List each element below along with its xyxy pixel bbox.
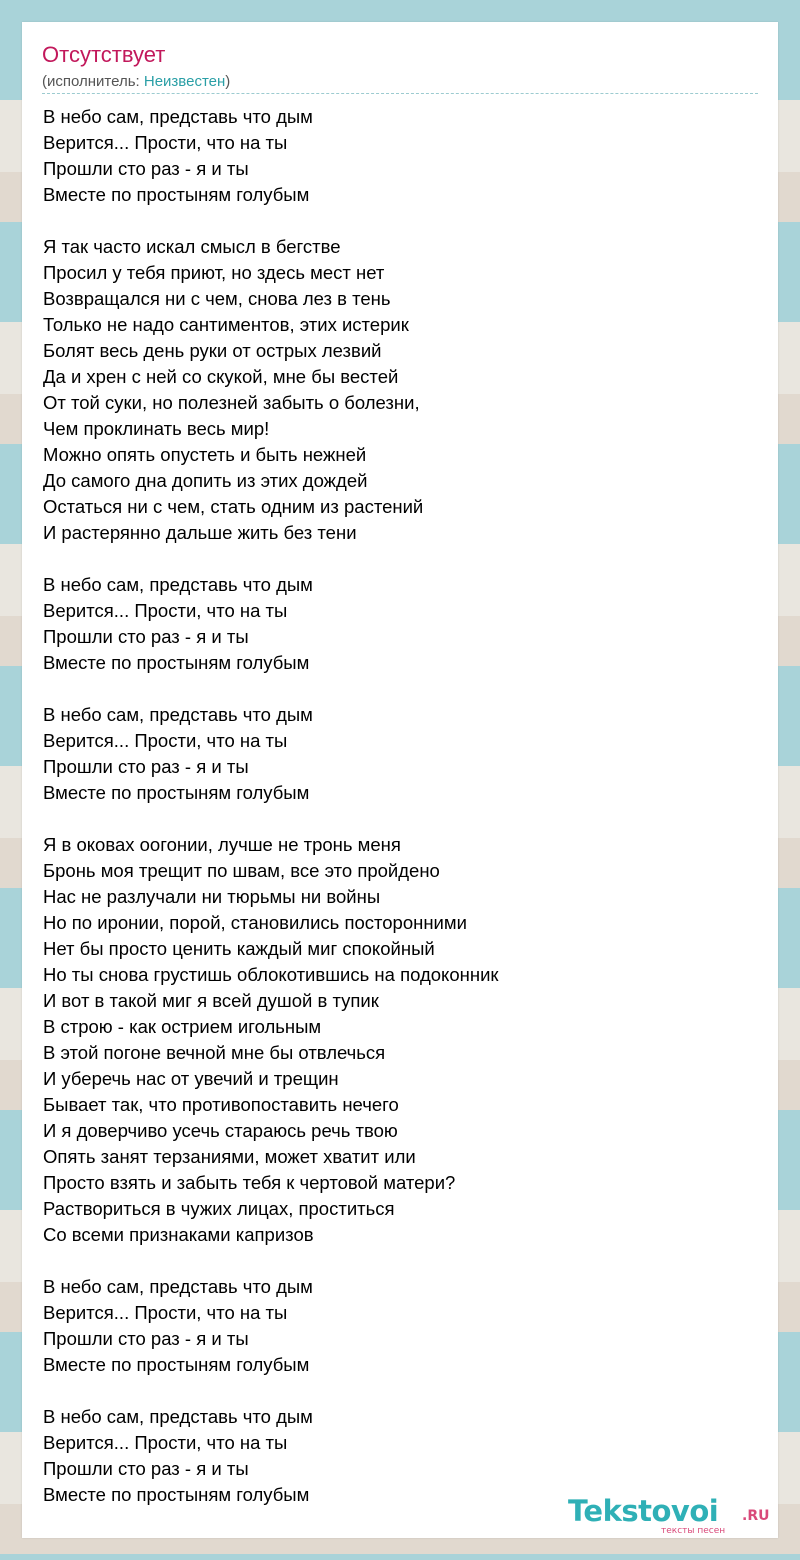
- logo-wordmark: Tekstovoi: [568, 1494, 719, 1528]
- lyrics-line: Вместе по простыням голубым: [43, 782, 310, 803]
- lyrics-line: В небо сам, представь что дым: [43, 106, 313, 127]
- lyrics-line: Но по иронии, порой, становились посторонними: [43, 912, 467, 933]
- lyrics-line: Раствориться в чужих лицах, проститься: [43, 1198, 395, 1219]
- lyrics-stanza: [43, 234, 499, 546]
- lyrics-text: [43, 104, 499, 1508]
- lyrics-line: И уберечь нас от увечий и трещин: [43, 1068, 339, 1089]
- lyrics-line: В небо сам, представь что дым: [43, 1406, 313, 1427]
- lyrics-line: В строю - как острием игольным: [43, 1016, 322, 1037]
- lyrics-line: Прошли сто раз - я и ты: [43, 1328, 249, 1349]
- lyrics-line: И растерянно дальше жить без тени: [43, 522, 357, 543]
- lyrics-line: Чем проклинать весь мир!: [43, 418, 270, 439]
- lyrics-line: Верится... Прости, что на ты: [43, 600, 288, 621]
- artist-line: [42, 72, 758, 94]
- song-title: Отсутствует: [42, 42, 166, 67]
- lyrics-line: Вместе по простыням голубым: [43, 1354, 310, 1375]
- lyrics-line: Я так часто искал смысл в бегстве: [43, 236, 341, 257]
- lyrics-line: Прошли сто раз - я и ты: [43, 626, 249, 647]
- artist-link[interactable]: Неизвестен: [143, 73, 226, 90]
- lyrics-line: Прошли сто раз - я и ты: [43, 756, 249, 777]
- lyrics-line: Вместе по простыням голубым: [43, 1484, 310, 1505]
- lyrics-line: Прошли сто раз - я и ты: [43, 158, 249, 179]
- lyrics-card: [22, 22, 778, 1538]
- lyrics-line: Бывает так, что противопоставить нечего: [43, 1094, 399, 1115]
- lyrics-line: Просто взять и забыть тебя к чертовой матери?: [43, 1172, 456, 1193]
- lyrics-line: Я в оковах оогонии, лучше не тронь меня: [43, 834, 401, 855]
- lyrics-line: Опять занят терзаниями, может хватит или: [43, 1146, 416, 1167]
- lyrics-line: И вот в такой миг я всей душой в тупик: [43, 990, 379, 1011]
- lyrics-line: Болят весь день руки от острых лезвий: [43, 340, 382, 361]
- lyrics-stanza: [43, 1274, 499, 1378]
- lyrics-line: Вместе по простыням голубым: [43, 184, 310, 205]
- site-logo[interactable]: [568, 1494, 778, 1538]
- lyrics-line: Можно опять опустеть и быть нежней: [43, 444, 367, 465]
- lyrics-line: Да и хрен с ней со скукой, мне бы вестей: [43, 366, 399, 387]
- lyrics-line: Просил у тебя приют, но здесь мест нет: [43, 262, 385, 283]
- lyrics-line: Только не надо сантиментов, этих истерик: [43, 314, 409, 335]
- lyrics-line: Вместе по простыням голубым: [43, 652, 310, 673]
- logo-domain: .RU: [742, 1508, 770, 1524]
- lyrics-stanza: [43, 104, 499, 208]
- lyrics-line: Нас не разлучали ни тюрьмы ни войны: [43, 886, 381, 907]
- lyrics-line: Прошли сто раз - я и ты: [43, 1458, 249, 1479]
- lyrics-stanza: [43, 1404, 499, 1508]
- lyrics-stanza: [43, 832, 499, 1248]
- lyrics-line: Верится... Прости, что на ты: [43, 1302, 288, 1323]
- lyrics-line: Со всеми признаками капризов: [43, 1224, 314, 1245]
- lyrics-line: И я доверчиво усечь стараюсь речь твою: [43, 1120, 398, 1141]
- lyrics-line: Нет бы просто ценить каждый миг спокойный: [43, 938, 435, 959]
- lyrics-line: В этой погоне вечной мне бы отвлечься: [43, 1042, 386, 1063]
- lyrics-line: Но ты снова грустишь облокотившись на подоконник: [43, 964, 499, 985]
- lyrics-line: Возвращался ни с чем, снова лез в тень: [43, 288, 391, 309]
- logo-tagline: тексты песен: [661, 1526, 726, 1536]
- lyrics-stanza: [43, 572, 499, 676]
- lyrics-line: От той суки, но полезней забыть о болезни,: [43, 392, 420, 413]
- lyrics-line: В небо сам, представь что дым: [43, 1276, 313, 1297]
- artist-suffix: ): [225, 73, 231, 90]
- lyrics-line: Верится... Прости, что на ты: [43, 730, 288, 751]
- lyrics-stanza: [43, 702, 499, 806]
- lyrics-line: Верится... Прости, что на ты: [43, 1432, 288, 1453]
- lyrics-line: Бронь моя трещит по швам, все это пройдено: [43, 860, 440, 881]
- lyrics-line: В небо сам, представь что дым: [43, 704, 313, 725]
- lyrics-line: В небо сам, представь что дым: [43, 574, 313, 595]
- lyrics-line: Остаться ни с чем, стать одним из растений: [43, 496, 424, 517]
- lyrics-line: Верится... Прости, что на ты: [43, 132, 288, 153]
- lyrics-line: До самого дна допить из этих дождей: [43, 470, 368, 491]
- artist-prefix: (исполнитель:: [42, 73, 144, 90]
